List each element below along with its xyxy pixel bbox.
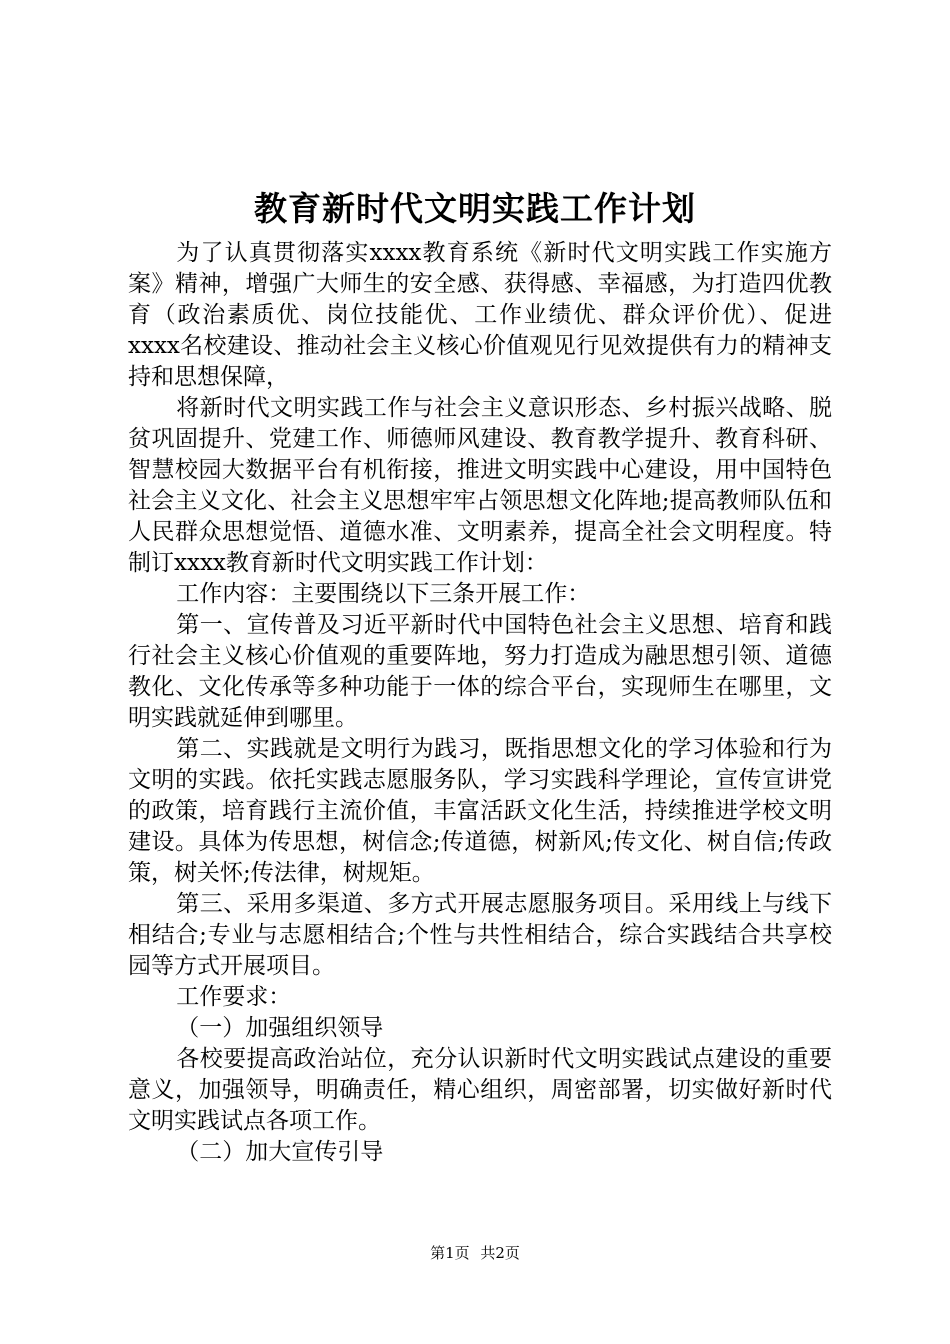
document-body bbox=[128, 238, 832, 1168]
heading-organization-leadership: （一）加强组织领导 bbox=[176, 1015, 384, 1041]
paragraph-second-item: 第二、实践就是文明行为践习，既指思想文化的学习体验和行为文明的实践。依托实践志愿服务队，学习实践科学理论，宣传宣讲党的政策，培育践行主流价值，丰富活跃文化生活，持续推进学校文明建设。具体为传思想，树信念;传道德，树新风;传文化、树自信;传政策，树关怀;传法律，树规矩。 bbox=[128, 736, 832, 886]
paragraph-intro: 为了认真贯彻落实xxxx教育系统《新时代文明实践工作实施方案》精神，增强广大师生的安全感、获得感、幸福感，为打造四优教育（政治素质优、岗位技能优、工作业绩优、群众评价优）、促进xxxx名校建设、推动社会主义核心价值观见行见效提供有力的精神支持和思想保障， bbox=[128, 240, 832, 390]
paragraph-third-item: 第三、采用多渠道、多方式开展志愿服务项目。采用线上与线下相结合;专业与志愿相结合;个性与共性相结合，综合实践结合共享校园等方式开展项目。 bbox=[128, 891, 832, 979]
paragraph-work-content: 工作内容：主要围绕以下三条开展工作： bbox=[176, 581, 591, 607]
page-footer bbox=[0, 1243, 950, 1263]
paragraph-organization-leadership: 各校要提高政治站位，充分认识新时代文明实践试点建设的重要意义，加强领导，明确责任，精心组织，周密部署，切实做好新时代文明实践试点各项工作。 bbox=[128, 1046, 832, 1134]
paragraph-first-item: 第一、宣传普及习近平新时代中国特色社会主义思想、培育和践行社会主义核心价值观的重要阵地，努力打造成为融思想引领、道德教化、文化传承等多种功能于一体的综合平台，实现师生在哪里，文明实践就延伸到哪里。 bbox=[128, 612, 832, 731]
heading-publicity-guidance: （二）加大宣传引导 bbox=[176, 1139, 384, 1165]
page-total: 共2页 bbox=[480, 1244, 520, 1262]
page-number: 第1页 bbox=[430, 1244, 470, 1262]
paragraph-work-requirements: 工作要求： bbox=[176, 984, 292, 1010]
document-title: 教育新时代文明实践工作计划 bbox=[254, 189, 696, 228]
paragraph-integration: 将新时代文明实践工作与社会主义意识形态、乡村振兴战略、脱贫巩固提升、党建工作、师德师风建设、教育教学提升、教育科研、智慧校园大数据平台有机衔接，推进文明实践中心建设，用中国特色社会主义文化、社会主义思想牢牢占领思想文化阵地;提高教师队伍和人民群众思想觉悟、道德水准、文明素养，提高全社会文明程度。特制订xxxx教育新时代文明实践工作计划： bbox=[128, 395, 832, 576]
